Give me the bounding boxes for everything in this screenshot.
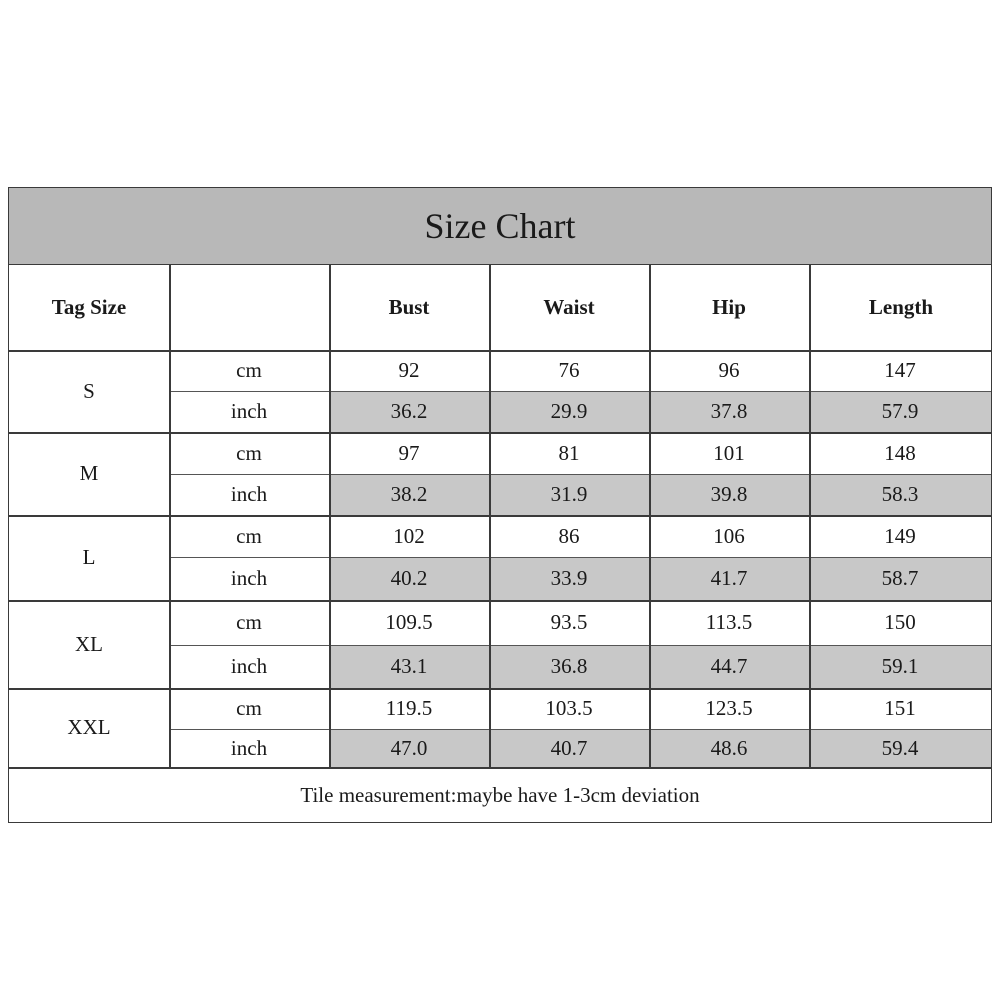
- row-divider: [169, 391, 991, 392]
- unit-cm-label: cm: [236, 523, 262, 548]
- unit-inch-label: inch: [230, 482, 268, 506]
- cm-value-waist: 93.5: [550, 610, 588, 634]
- cm-value-bust: 109.5: [385, 610, 433, 634]
- inch-value-length: 59.4: [809, 729, 991, 767]
- cm-value-bust: 97: [398, 440, 420, 465]
- header-waist: Waist: [543, 294, 595, 319]
- size-chart: [8, 187, 992, 823]
- unit-inch-label: inch: [230, 735, 268, 760]
- inch-value-hip: 48.6: [649, 729, 809, 767]
- column-divider: [649, 264, 651, 768]
- column-divider: [169, 264, 171, 768]
- cm-value-length: 148: [884, 440, 916, 465]
- header-bust: Bust: [388, 294, 430, 319]
- row-divider: [169, 557, 991, 558]
- unit-cm-label: cm: [236, 440, 262, 465]
- size-label: XXL: [67, 715, 111, 739]
- inch-value-hip: 44.7: [649, 645, 809, 688]
- inch-value-waist: 31.9: [489, 474, 649, 515]
- size-label: M: [79, 461, 99, 485]
- unit-cm-label: cm: [236, 358, 262, 382]
- cm-value-hip: 96: [718, 358, 740, 382]
- inch-value-bust: 43.1: [329, 645, 489, 688]
- unit-inch-label: inch: [230, 566, 268, 590]
- cm-value-length: 149: [884, 523, 916, 548]
- header-unit: [169, 264, 329, 350]
- row-divider: [169, 645, 991, 646]
- cm-value-hip: 113.5: [705, 610, 753, 634]
- cm-value-hip: 101: [713, 440, 745, 465]
- header-tag-size: Tag Size: [51, 294, 127, 319]
- size-label: L: [82, 545, 96, 569]
- cm-value-bust: 102: [393, 523, 425, 548]
- column-divider: [489, 264, 491, 768]
- chart-title: Size Chart: [9, 188, 991, 265]
- header-divider: [9, 350, 991, 352]
- header-hip: Hip: [712, 294, 746, 319]
- cm-value-length: 147: [884, 358, 916, 382]
- inch-value-length: 57.9: [809, 391, 991, 432]
- inch-value-waist: 36.8: [489, 645, 649, 688]
- unit-cm-label: cm: [236, 696, 262, 720]
- inch-value-bust: 47.0: [329, 729, 489, 767]
- inch-value-waist: 40.7: [489, 729, 649, 767]
- cm-value-waist: 103.5: [545, 696, 593, 720]
- column-divider: [329, 264, 331, 768]
- row-divider: [169, 474, 991, 475]
- cm-value-waist: 81: [558, 440, 580, 465]
- column-divider: [809, 264, 811, 768]
- inch-value-bust: 36.2: [329, 391, 489, 432]
- size-label: XL: [75, 631, 103, 656]
- inch-value-length: 58.3: [809, 474, 991, 515]
- cm-value-hip: 106: [713, 523, 745, 548]
- inch-value-hip: 37.8: [649, 391, 809, 432]
- row-divider: [169, 729, 991, 730]
- unit-inch-label: inch: [230, 399, 268, 423]
- inch-value-length: 59.1: [809, 645, 991, 688]
- inch-value-bust: 38.2: [329, 474, 489, 515]
- cm-value-length: 150: [884, 610, 916, 634]
- cm-value-hip: 123.5: [705, 696, 753, 720]
- cm-value-length: 151: [884, 696, 916, 720]
- inch-value-hip: 41.7: [649, 557, 809, 600]
- cm-value-waist: 76: [558, 358, 580, 382]
- unit-inch-label: inch: [230, 654, 268, 678]
- cm-value-waist: 86: [558, 523, 580, 548]
- inch-value-waist: 33.9: [489, 557, 649, 600]
- size-label: S: [83, 378, 95, 403]
- cm-value-bust: 119.5: [385, 696, 433, 720]
- inch-value-bust: 40.2: [329, 557, 489, 600]
- header-length: Length: [868, 294, 934, 319]
- unit-cm-label: cm: [236, 610, 262, 634]
- inch-value-length: 58.7: [809, 557, 991, 600]
- inch-value-hip: 39.8: [649, 474, 809, 515]
- inch-value-waist: 29.9: [489, 391, 649, 432]
- cm-value-bust: 92: [398, 358, 420, 382]
- measurement-note: Tile measurement:maybe have 1-3cm deviation: [300, 782, 700, 807]
